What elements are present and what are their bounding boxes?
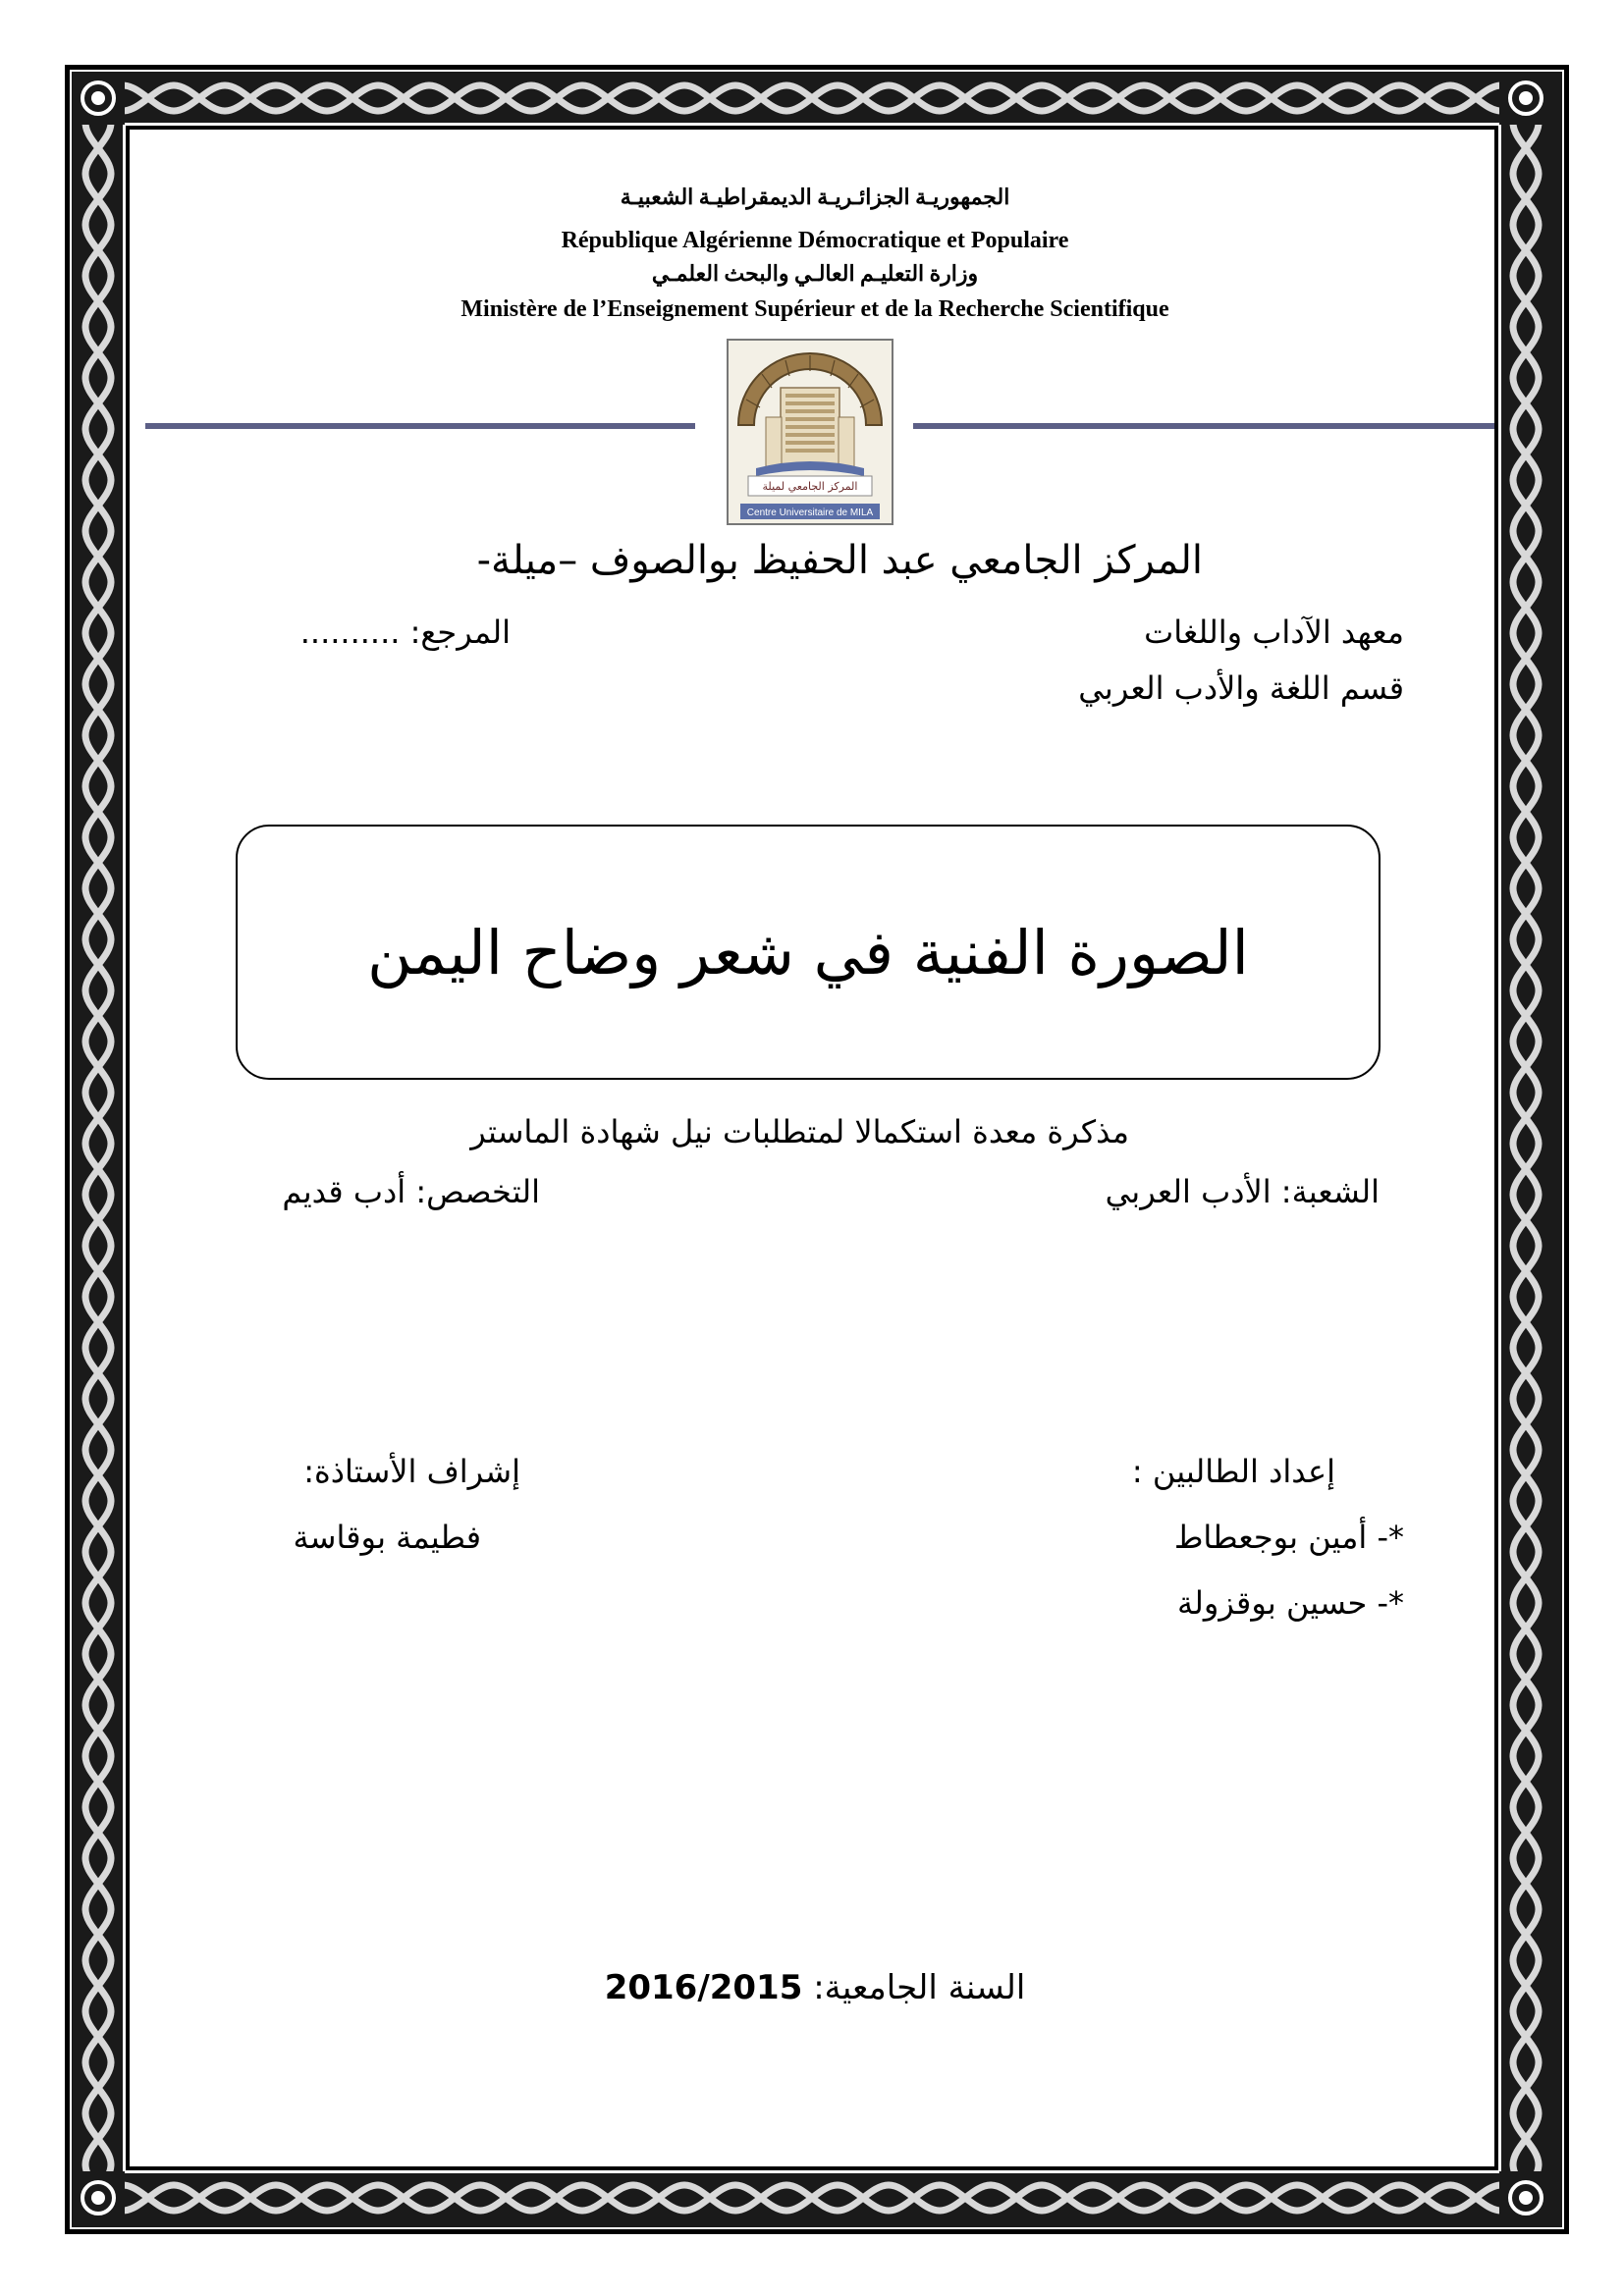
- ministry-name-arabic: وزارة التعليـم العالـي والبحث العلمـي: [651, 261, 979, 286]
- students-heading: إعداد الطالبين :: [1131, 1453, 1335, 1490]
- border-pattern-bottom: [123, 2173, 1501, 2222]
- department-name: قسم اللغة والأدب العربي: [1078, 669, 1404, 707]
- student-name-2: *- حسين بوقزولة: [1177, 1584, 1404, 1622]
- academic-year: [560, 1968, 1070, 2007]
- branch-label: الشعبة: الأدب العربي: [1105, 1173, 1380, 1210]
- border-pattern-right: [1501, 123, 1550, 2173]
- center-name: المركز الجامعي عبد الحفيظ بوالصوف –ميلة-: [476, 538, 1203, 583]
- border-pattern-top: [123, 74, 1501, 123]
- academic-year-value: 2016/2015: [604, 1968, 803, 2007]
- logo-arabic-label: المركز الجامعي لميلة: [762, 480, 858, 493]
- logo-caption: Centre Universitaire de MILA: [746, 507, 874, 518]
- reference-number: المرجع: ..........: [299, 614, 511, 651]
- header-rule-right: [913, 423, 1494, 429]
- corner-ornament-top-left: [72, 72, 125, 125]
- ministry-name-french: Ministère de l’Enseignement Supérieur et de la Recherche Scientifique: [460, 296, 1169, 322]
- republic-name-french: République Algérienne Démocratique et Populaire: [561, 228, 1069, 253]
- corner-ornament-top-right: [1499, 72, 1552, 125]
- republic-name-arabic: الجمهوريـة الجزائـريـة الديمقراطيـة الشعبيـة: [620, 185, 1010, 209]
- institute-name: معهد الآداب واللغات: [1144, 614, 1404, 651]
- student-name-1: *- أمين بوجعطاط: [1173, 1519, 1404, 1556]
- thesis-purpose: مذكرة معدة استكمالا لمتطلبات نيل شهادة الماستر: [470, 1113, 1129, 1150]
- border-pattern-left: [74, 123, 123, 2173]
- supervisor-heading: إشراف الأستاذة:: [303, 1453, 520, 1490]
- corner-ornament-bottom-left: [72, 2171, 125, 2224]
- thesis-title-box: [236, 825, 1380, 1080]
- supervisor-name: فطيمة بوقاسة: [293, 1519, 481, 1556]
- academic-year-label: السنة الجامعية:: [813, 1968, 1026, 2007]
- thesis-title: الصورة الفنية في شعر وضاح اليمن: [367, 916, 1249, 988]
- corner-ornament-bottom-right: [1499, 2171, 1552, 2224]
- header-rule-left: [145, 423, 695, 429]
- specialty-label: التخصص: أدب قديم: [282, 1173, 540, 1210]
- university-logo: [727, 339, 893, 525]
